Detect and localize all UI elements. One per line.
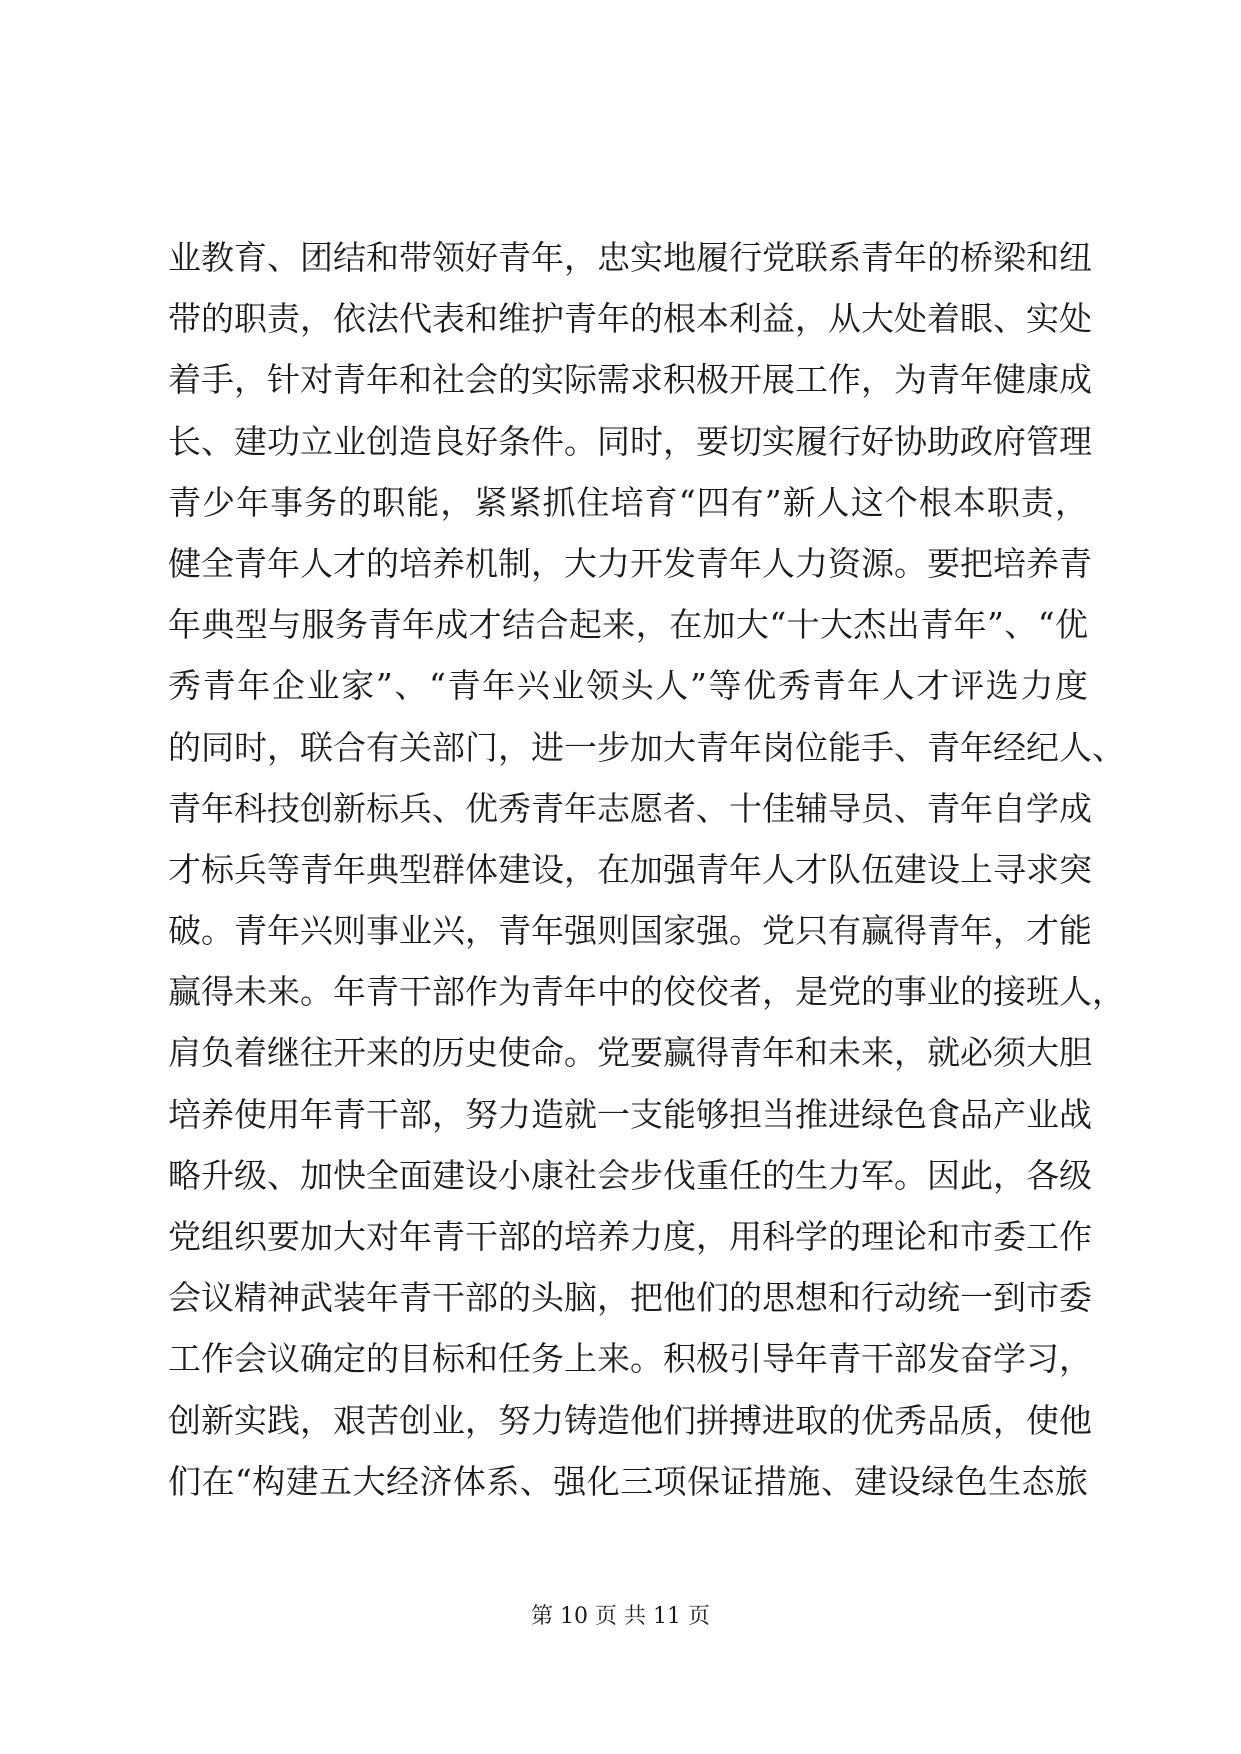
text-line: 培养使用年青干部，努力造就一支能够担当推进绿色食品产业战 bbox=[168, 1094, 1092, 1134]
text-line: 创新实践，艰苦创业，努力铸造他们拼搏进取的优秀品质，使他 bbox=[168, 1400, 1092, 1440]
text-line: 会议精神武装年青干部的头脑，把他们的思想和行动统一到市委 bbox=[168, 1278, 1092, 1318]
text-line: 着手，针对青年和社会的实际需求积极开展工作，为青年健康成 bbox=[168, 360, 1092, 400]
page-number-footer: 第 10 页 共 11 页 bbox=[531, 1604, 710, 1629]
body-text bbox=[168, 227, 1125, 1512]
text-line: 业教育、团结和带领好青年，忠实地履行党联系青年的桥梁和纽 bbox=[168, 238, 1092, 277]
text-line: 党组织要加大对年青干部的培养力度，用科学的理论和市委工作 bbox=[168, 1217, 1092, 1256]
text-line: 长、建功立业创造良好条件。同时，要切实履行好协助政府管理 bbox=[168, 421, 1092, 461]
text-line: 赢得未来。年青干部作为青年中的佼佼者，是党的事业的接班人， bbox=[168, 972, 1125, 1012]
text-line: 青少年事务的职能，紧紧抓住培育“四有”新人这个根本职责， bbox=[168, 482, 1088, 522]
text-line: 秀青年企业家”、“青年兴业领头人”等优秀青年人才评选力度 bbox=[168, 666, 1088, 706]
text-line: 肩负着继往开来的历史使命。党要赢得青年和未来，就必须大胆 bbox=[168, 1033, 1092, 1073]
text-line: 们在“构建五大经济体系、强化三项保证措施、建设绿色生态旅 bbox=[168, 1461, 1088, 1501]
text-line: 年典型与服务青年成才结合起来，在加大“十大杰出青年”、“优 bbox=[168, 605, 1088, 645]
text-line: 才标兵等青年典型群体建设，在加强青年人才队伍建设上寻求突 bbox=[168, 849, 1092, 889]
text-line: 略升级、加快全面建设小康社会步伐重任的生力军。因此，各级 bbox=[168, 1155, 1092, 1195]
text-line: 青年科技创新标兵、优秀青年志愿者、十佳辅导员、青年自学成 bbox=[168, 788, 1092, 828]
text-line: 工作会议确定的目标和任务上来。积极引导年青干部发奋学习， bbox=[168, 1339, 1092, 1379]
text-line: 破。青年兴则事业兴，青年强则国家强。党只有赢得青年，才能 bbox=[168, 911, 1092, 951]
text-line: 健全青年人才的培养机制，大力开发青年人力资源。要把培养青 bbox=[168, 543, 1092, 583]
text-line: 带的职责，依法代表和维护青年的根本利益，从大处着眼、实处 bbox=[168, 299, 1092, 339]
text-line: 的同时，联合有关部门，进一步加大青年岗位能手、青年经纪人、 bbox=[168, 727, 1125, 767]
